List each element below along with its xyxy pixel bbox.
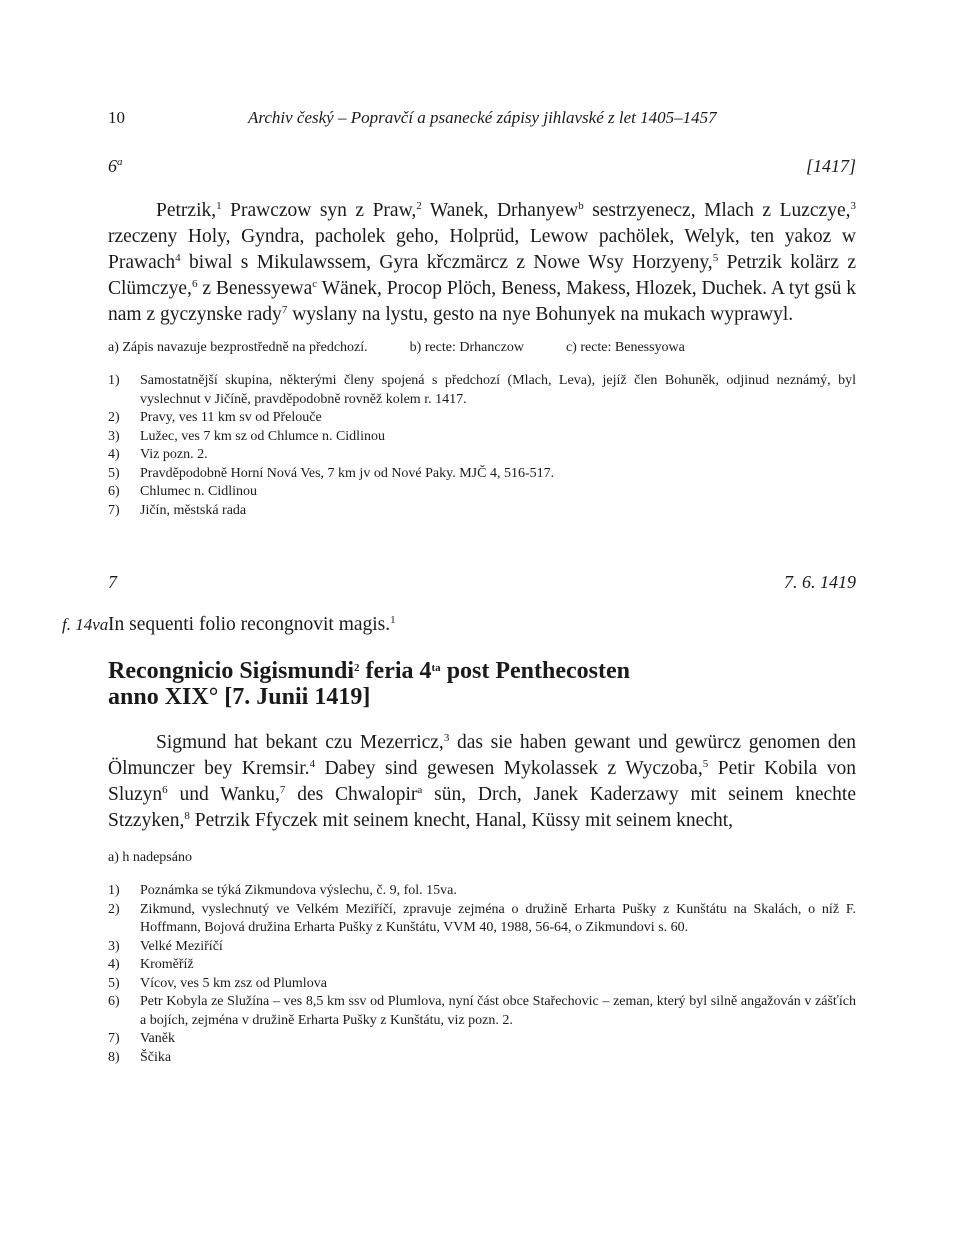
text-note: c) recte: Benessyowa <box>565 340 685 355</box>
footnote: 5) Pravděpodobně Horní Nová Ves, 7 km jv od Nové Paky. MJČ 4, 516-517. <box>108 465 555 481</box>
footnote: 1) Poznámka se týká Zikmundova výslechu, č. 9, fol. 15va. <box>108 883 457 898</box>
footnote: 7) Vaněk <box>108 1031 175 1046</box>
text-note: a) h nadepsáno <box>108 850 192 865</box>
footnotes <box>108 882 856 1067</box>
footnote: 3) Velké Meziříčí <box>108 938 223 954</box>
text-note: a) Zápis navazuje bezprostředně na předchozí. <box>108 340 368 355</box>
footnote: 5) Vícov, ves 5 km zsz od Plumlova <box>108 975 327 991</box>
footnote: 7) Jičín, městská rada <box>108 502 247 518</box>
footnote: 2) Zikmund, vyslechnutý ve Velkém Meziříčí, zpravuje zejména o družině Erharta Pušky z Kunštátu na Skalách, o níž F. Hoffmann, Bojová družina Erharta Pušky z Kunštátu, VVM 40, 1988, 56-64, o Zikmundovi s. 60. <box>108 901 856 935</box>
entry-date: [1417] <box>805 156 856 176</box>
footnote: 8) Ščika <box>108 1049 172 1065</box>
footnote: 1) Samostatnější skupina, některými členy spojená s předchozí (Mlach, Leva), jejíž člen Bohuněk, odjinud neznámý, byl vyslechnut v Jičíně, pravděpodobně rovněž kolem r. 1417. <box>108 373 856 407</box>
running-title: Archiv český – Popravčí a psanecké zápisy jihlavské z let 1405–1457 <box>248 108 717 127</box>
footnote: 3) Lužec, ves 7 km sz od Chlumce n. Cidlinou <box>108 428 385 444</box>
footnote: 4) Viz pozn. 2. <box>108 447 208 462</box>
running-head <box>108 96 856 126</box>
entry-6-text: Petrzik,$^1$ Prawczow syn z Praw,$^2$ Wanek, Drhanyew$^b$ sestrzyenecz, Mlach z Luzczye,$^3$ rzeczeny Holy, Gyndra, pacholek geho, Holprüd, Lewow pachölek, Welyk, ten yakoz w Prawach$^4$ biwal s Mikulawssem, Gyra křczmärcz z Nowe Wsy Horzyeny,$^5$ Petrzik kolärz z Clümczye,$^6$ z Benessyewa$^c$ Wänek, Procop Plöch, Beness, Makess, Hlozek, Duchek. A tyt gsü k nam z gyczynske rady$^7$ wyslany na lystu, gesto na nye Bohunyek na mukach wyprawyl. <box>108 200 857 325</box>
entry-6-heading <box>108 156 856 184</box>
page-number: 10 <box>108 108 125 127</box>
footnote: 2) Pravy, ves 11 km sv od Přelouče <box>108 410 322 425</box>
entry-7-text: Sigmund hat bekant czu Mezerricz,$^3$ das sie haben gewant und gewürcz genomen den Ölmunczer bey Kremsir.$^4$ Dabey sind gewesen Mykolassek z Wyczoba,$^5$ Petir Kobila von Sluzyn$^6$ und Wanku,$^7$ des Chwalopir$^a$ sün, Drch, Janek Kaderzawy mit seinem knechte Stzzyken,$^8$ Petrzik Ffyczek mit seinem knecht, Hanal, Küssy mit seinem knecht, <box>108 732 857 831</box>
entry-7-heading <box>108 572 856 600</box>
page <box>62 96 857 1067</box>
entry-number: 6$^a$ <box>108 156 123 176</box>
footnotes <box>108 372 856 520</box>
section-title: Recongnicio Sigismundi$^2$ feria $4^{ta}$ post Penthecosten anno XIX° [7. Junii 1419] <box>108 658 631 710</box>
footnote: 4) Kroměříž <box>108 957 194 972</box>
footnote: 6) Petr Kobyla ze Služína – ves 8,5 km ssv od Plumlova, nyní část obce Stařechovic – zeman, který byl silně angažován v zášťích a bojích, zejména v družině Erharta Pušky z Kunštátu, viz pozn. 2. <box>108 994 856 1028</box>
text-note: b) recte: Drhanczow <box>409 340 524 355</box>
text-notes <box>108 340 856 356</box>
text-notes <box>108 850 856 866</box>
footnote: 6) Chlumec n. Cidlinou <box>108 484 258 499</box>
entry-7-intro: f. 14va In sequenti folio recongnovit magis.$^1$ <box>108 612 856 638</box>
entry-number: 7 <box>108 572 117 592</box>
entry-date: 7. 6. 1419 <box>784 572 856 592</box>
folio-marker: f. 14va <box>62 615 109 634</box>
